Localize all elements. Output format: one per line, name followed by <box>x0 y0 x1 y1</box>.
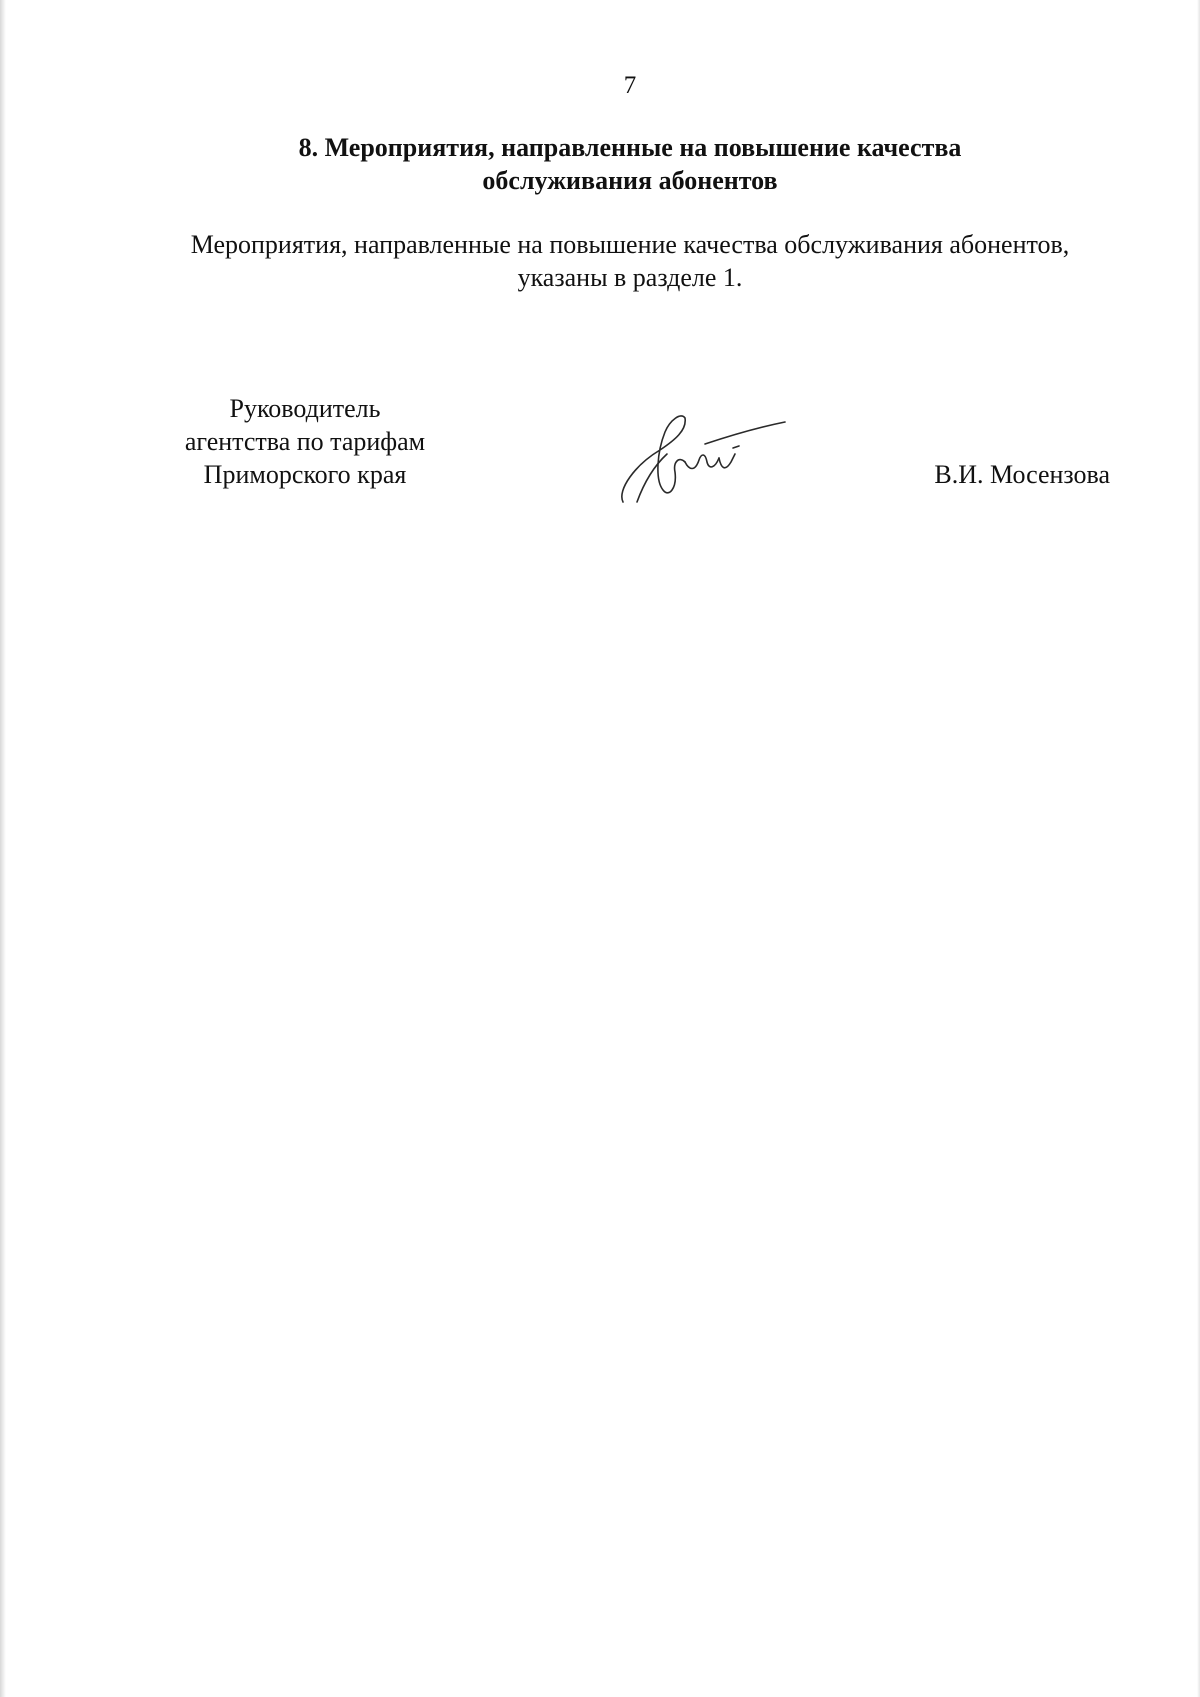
body-line-1: Мероприятия, направленные на повышение качества обслуживания абонентов, <box>190 230 1070 259</box>
signer-position-line-3: Приморского края <box>203 460 407 489</box>
section-title-line-2: обслуживания абонентов <box>482 166 778 195</box>
body-paragraph <box>0 228 1200 294</box>
signer-position-line-1: Руководитель <box>229 394 381 423</box>
signer-position-line-2: агентства по тарифам <box>184 427 426 456</box>
handwritten-signature <box>615 410 795 510</box>
body-line-2: указаны в разделе 1. <box>517 263 743 292</box>
signer-name: В.И. Мосензова <box>934 460 1110 489</box>
signer-position <box>150 392 460 491</box>
page-number: 7 <box>623 72 637 99</box>
section-title <box>0 131 1200 197</box>
section-title-line-1: 8. Мероприятия, направленные на повышение качества <box>298 133 962 162</box>
